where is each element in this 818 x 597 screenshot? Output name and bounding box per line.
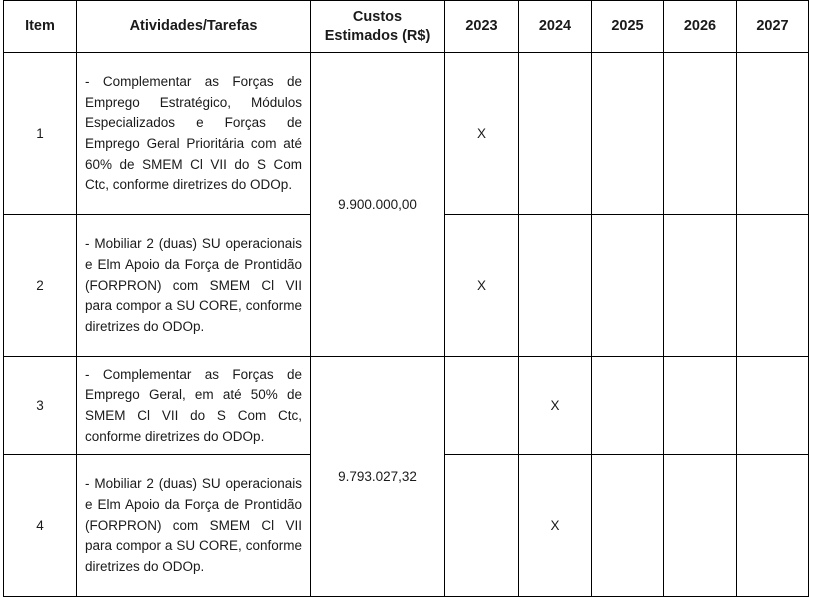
- row-activity: - Mobiliar 2 (duas) SU operacionais e Elm Apoio da Força de Prontidão (FORPRON) com SMEM Cl VII para compor a SU CORE, conforme diretrizes do ODOp.: [77, 455, 311, 597]
- row-mark-2023: [445, 357, 519, 455]
- row-mark-2024: X: [519, 455, 592, 597]
- row-activity: - Mobiliar 2 (duas) SU operacionais e Elm Apoio da Força de Prontidão (FORPRON) com SMEM Cl VII para compor a SU CORE, conforme diretrizes do ODOp.: [77, 215, 311, 357]
- row-cost: 9.793.027,32: [311, 357, 445, 597]
- row-cost: 9.900.000,00: [311, 53, 445, 357]
- row-mark-2023: X: [445, 53, 519, 215]
- row-mark-2026: [664, 357, 737, 455]
- table-row: [4, 357, 809, 455]
- header-costs: [311, 1, 445, 53]
- header-costs-line2: Estimados (R$): [324, 27, 431, 44]
- header-costs-line1: Custos: [352, 8, 403, 25]
- row-mark-2023: [445, 455, 519, 597]
- row-mark-2024: [519, 215, 592, 357]
- header-row: [4, 1, 809, 53]
- row-mark-2026: [664, 53, 737, 215]
- row-activity: - Complementar as Forças de Emprego Geral, em até 50% de SMEM Cl VII do S Com Ctc, conforme diretrizes do ODOp.: [77, 357, 311, 455]
- row-mark-2027: [737, 53, 809, 215]
- row-mark-2025: [592, 215, 664, 357]
- header-activities: Atividades/Tarefas: [77, 1, 311, 53]
- header-year-2027: 2027: [737, 1, 809, 53]
- row-mark-2025: [592, 53, 664, 215]
- activities-table: [3, 0, 809, 597]
- row-mark-2024: [519, 53, 592, 215]
- row-item-number: 3: [4, 357, 77, 455]
- header-year-2025: 2025: [592, 1, 664, 53]
- row-mark-2024: X: [519, 357, 592, 455]
- row-mark-2027: [737, 215, 809, 357]
- row-mark-2023: X: [445, 215, 519, 357]
- header-year-2026: 2026: [664, 1, 737, 53]
- row-mark-2026: [664, 455, 737, 597]
- row-mark-2025: [592, 357, 664, 455]
- header-year-2024: 2024: [519, 1, 592, 53]
- header-item: Item: [4, 1, 77, 53]
- row-item-number: 4: [4, 455, 77, 597]
- table-row: [4, 53, 809, 215]
- row-mark-2027: [737, 455, 809, 597]
- row-mark-2026: [664, 215, 737, 357]
- row-activity: - Complementar as Forças de Emprego Estratégico, Módulos Especializados e Forças de Emprego Geral Prioritária com até 60% de SMEM Cl VII do S Com Ctc, conforme diretrizes do ODOp.: [77, 53, 311, 215]
- row-item-number: 1: [4, 53, 77, 215]
- row-mark-2025: [592, 455, 664, 597]
- header-year-2023: 2023: [445, 1, 519, 53]
- row-item-number: 2: [4, 215, 77, 357]
- row-mark-2027: [737, 357, 809, 455]
